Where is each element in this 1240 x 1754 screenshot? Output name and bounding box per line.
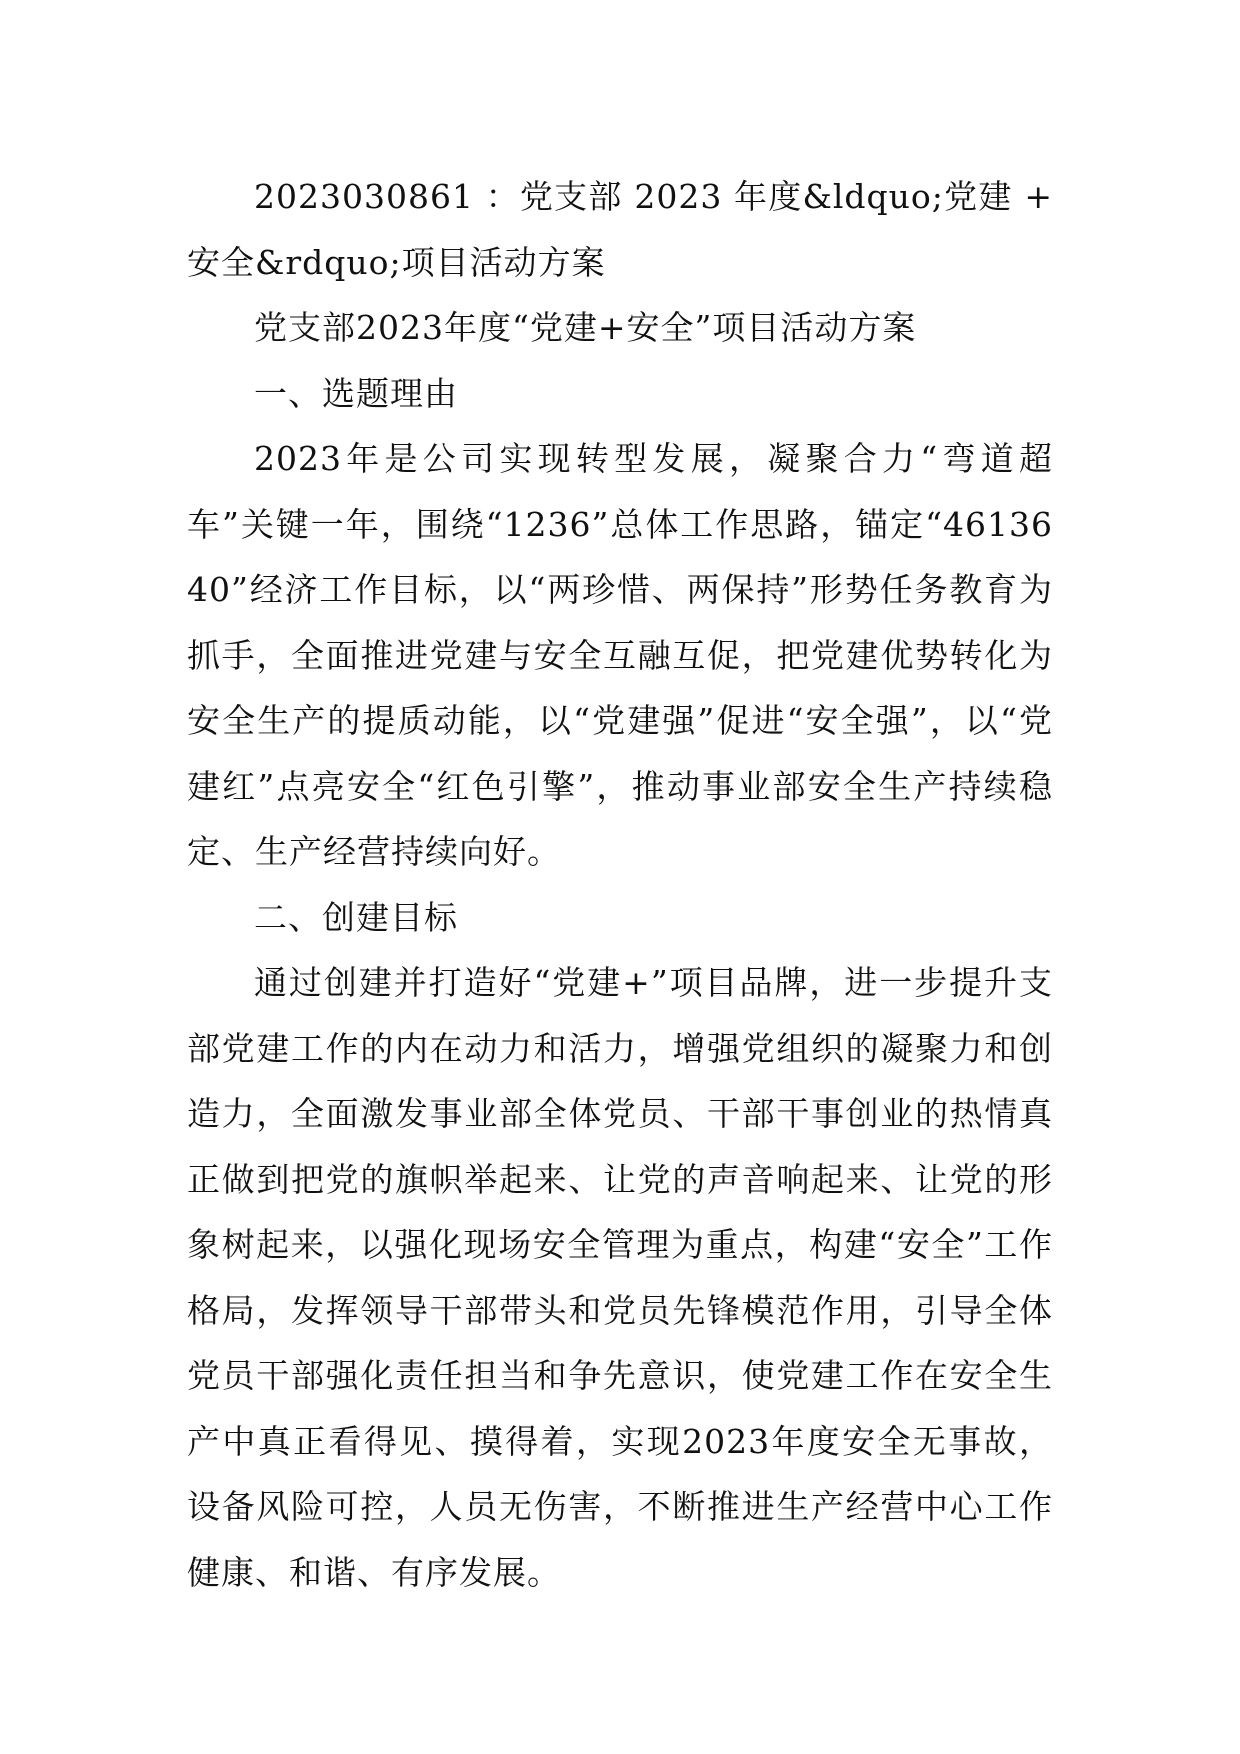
document-header-line: 2023030861 ：党支部 2023 年度&ldquo;党建 + 安全&rdquo;项目活动方案 <box>187 177 1053 282</box>
section-paragraph-reason: 2023年是公司实现转型发展，凝聚合力“弯道超车”关键一年，围绕“1236”总体工作思路，锚定“4613640”经济工作目标，以“两珍惜、两保持”形势任务教育为抓手，全面推进党建与安全互融互促，把党建优势转化为安全生产的提质动能，以“党建强”促进“安全强”，以“党建红”点亮安全“红色引擎”，推动事业部安全生产持续稳定、生产经营持续向好。 <box>187 439 1053 871</box>
document-title: 党支部2023年度“党建+安全”项目活动方案 <box>254 308 917 347</box>
section-heading-goal: 二、创建目标 <box>254 897 458 937</box>
document-body <box>187 164 1053 1605</box>
section-paragraph-goal: 通过创建并打造好“党建+”项目品牌，进一步提升支部党建工作的内在动力和活力，增强党组织的凝聚力和创造力，全面激发事业部全体党员、干部干事创业的热情真正做到把党的旗帜举起来、让党的声音响起来、让党的形象树起来，以强化现场安全管理为重点，构建“安全”工作格局，发挥领导干部带头和党员先锋模范作用，引导全体党员干部强化责任担当和争先意识，使党建工作在安全生产中真正看得见、摸得着，实现2023年度安全无事故，设备风险可控，人员无伤害，不断推进生产经营中心工作健康、和谐、有序发展。 <box>187 963 1053 1592</box>
section-heading-reason: 一、选题理由 <box>254 373 458 413</box>
